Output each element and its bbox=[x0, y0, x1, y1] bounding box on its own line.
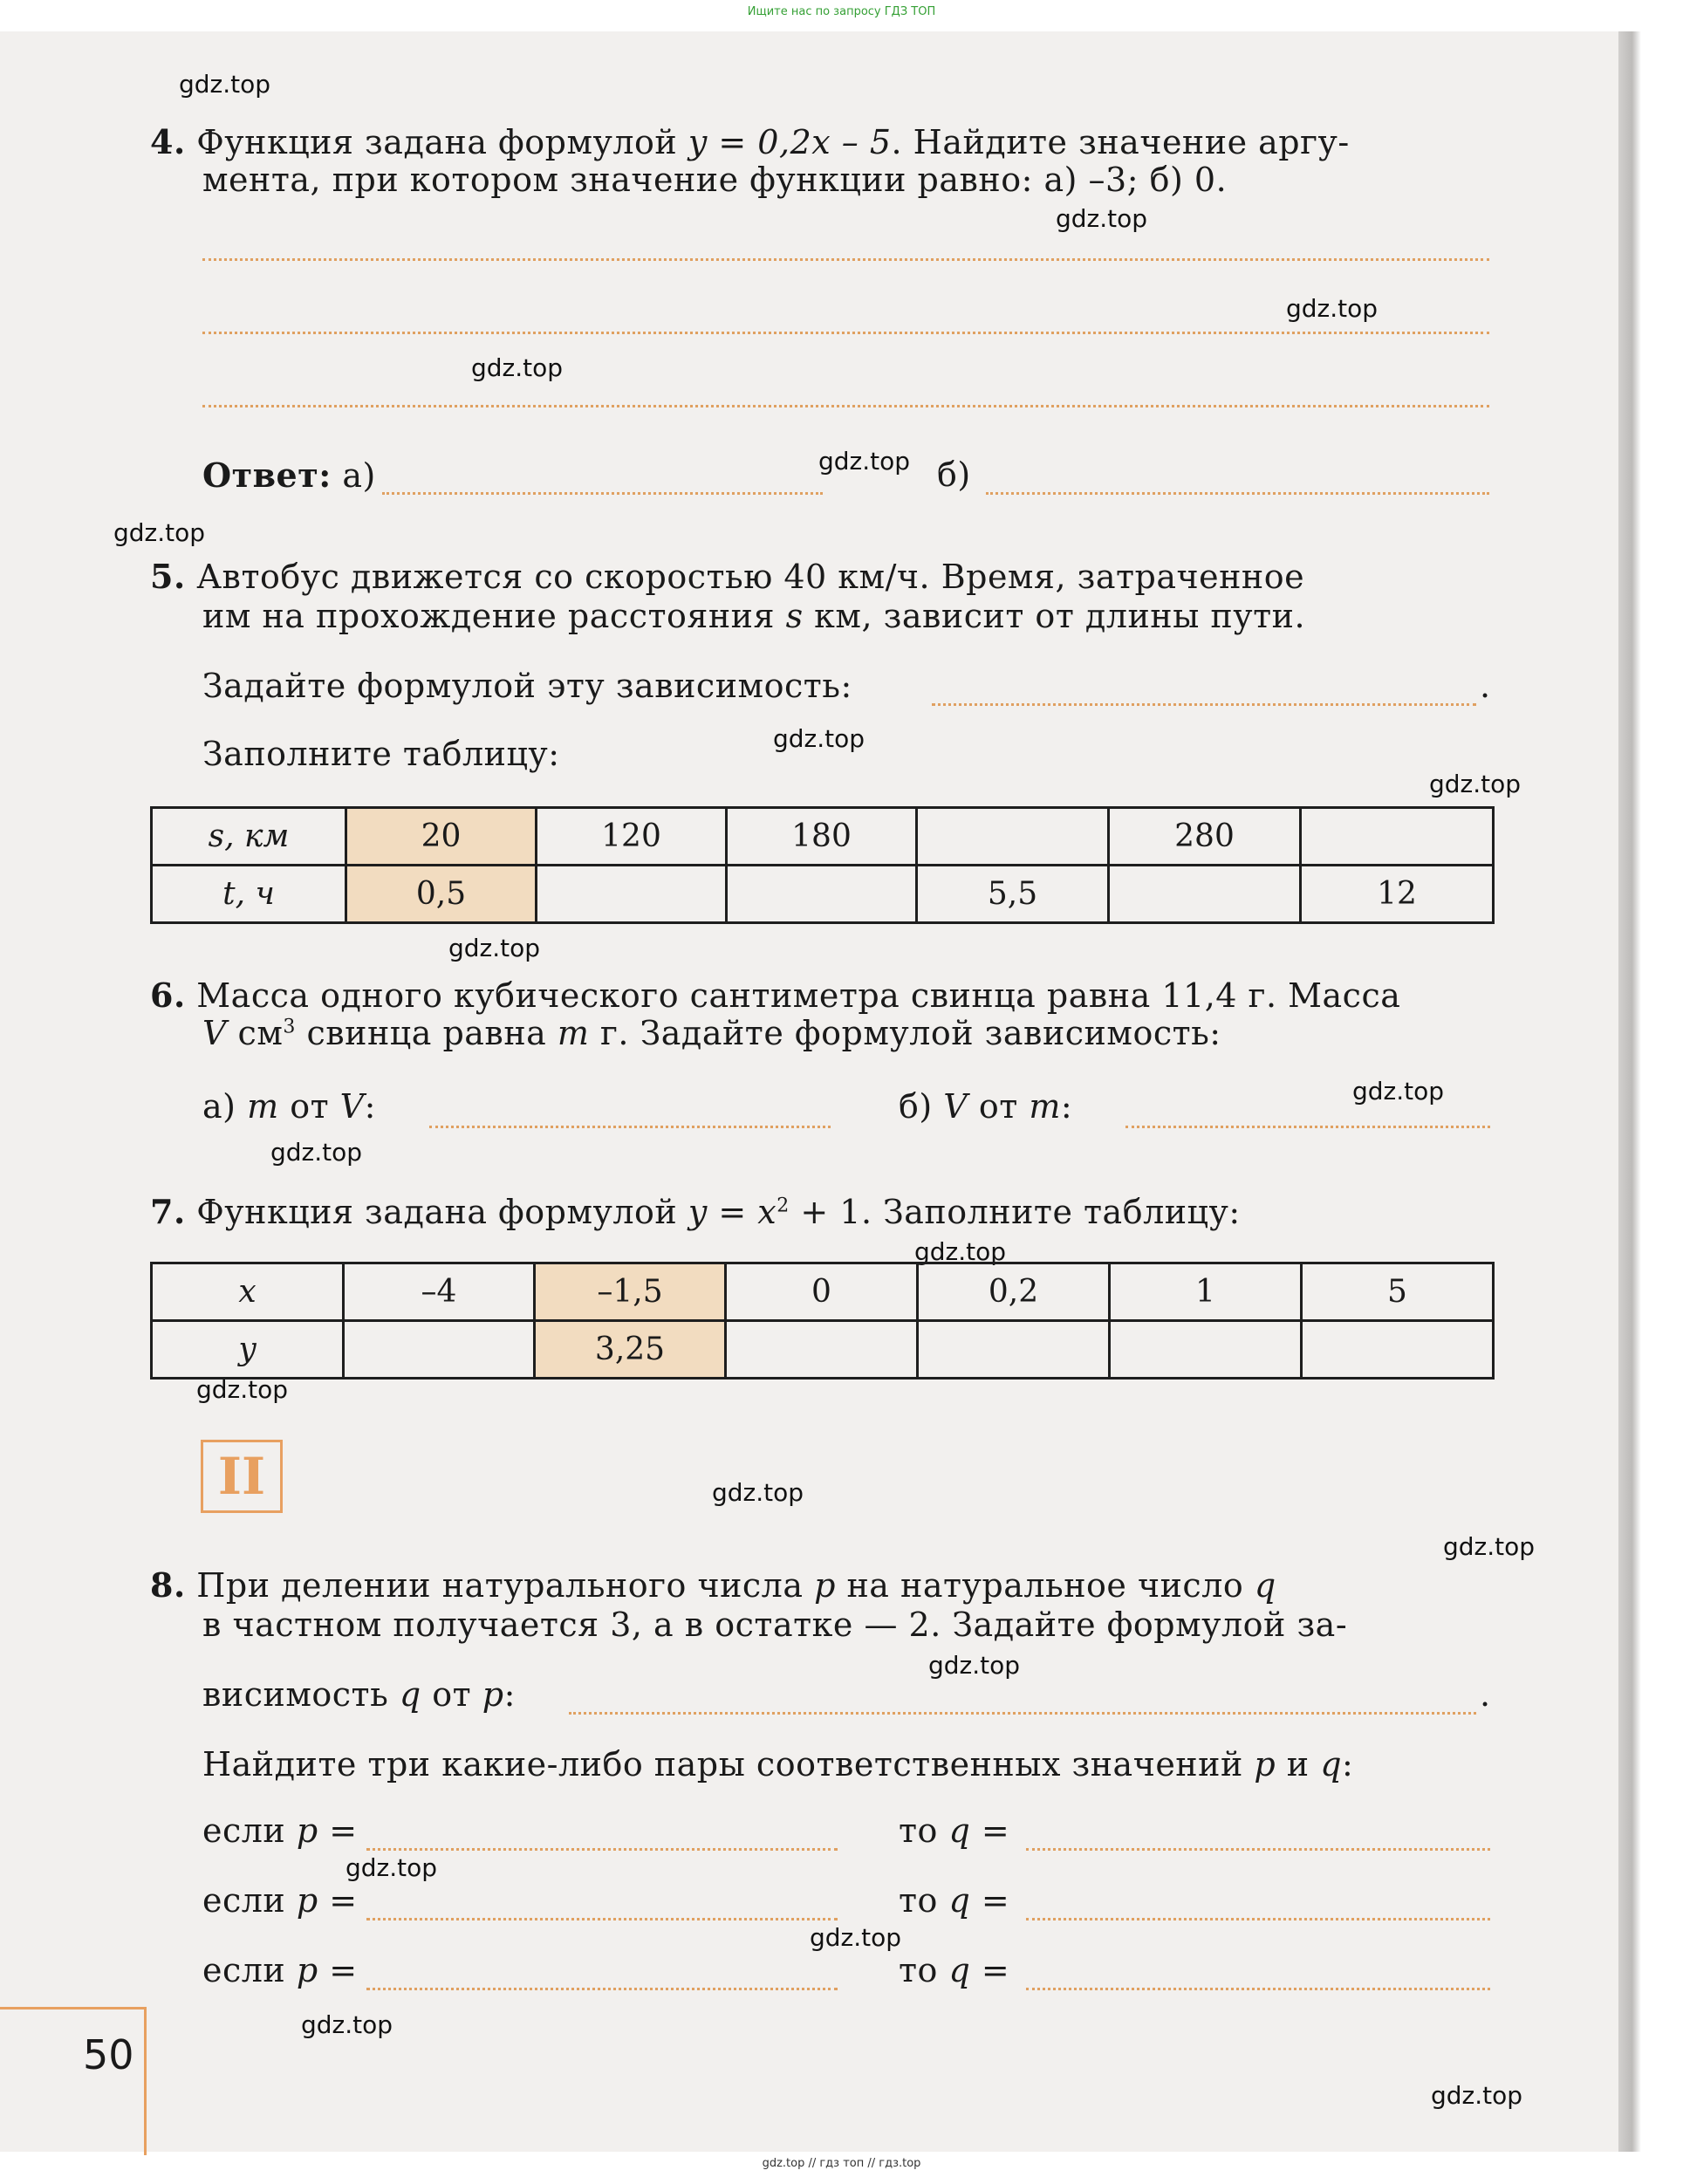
watermark: gdz.top bbox=[1431, 2081, 1523, 2110]
task-8-line-1: 8. При делении натурального числа p на натуральное число q bbox=[150, 1565, 1276, 1605]
task-5-line-4: Заполните таблицу: bbox=[202, 735, 560, 773]
task-number: 6. bbox=[150, 976, 186, 1015]
task-5-line-2: им на прохождение расстояния s км, зависит от длины пути. bbox=[202, 597, 1306, 635]
watermark: gdz.top bbox=[914, 1237, 1007, 1266]
watermark: gdz.top bbox=[270, 1138, 363, 1167]
pair-row-3-label: если p = bbox=[202, 1951, 358, 1989]
table-cell[interactable] bbox=[917, 808, 1109, 866]
task-number: 5. bbox=[150, 557, 186, 596]
table-cell: x bbox=[152, 1263, 344, 1321]
watermark: gdz.top bbox=[471, 353, 564, 382]
watermark: gdz.top bbox=[1056, 204, 1148, 233]
q-value-field[interactable] bbox=[1026, 1988, 1490, 1990]
table-cell: 0,2 bbox=[918, 1263, 1110, 1321]
table-cell[interactable]: 180 bbox=[727, 808, 917, 866]
task-5-table bbox=[150, 806, 1495, 924]
table-cell: 20 bbox=[346, 808, 537, 866]
table-cell[interactable] bbox=[537, 866, 727, 923]
table-cell: 0 bbox=[726, 1263, 918, 1321]
watermark: gdz.top bbox=[1352, 1077, 1445, 1106]
watermark: gdz.top bbox=[345, 1853, 438, 1882]
table-cell[interactable]: 120 bbox=[537, 808, 727, 866]
task-4-line-2: мента, при котором значение функции равно: а) –3; б) 0. bbox=[202, 161, 1228, 199]
pair-row-1-then: то q = bbox=[899, 1811, 1010, 1850]
formula: y = 0,2x – 5 bbox=[688, 123, 892, 161]
table-cell[interactable] bbox=[344, 1321, 535, 1379]
answer-line[interactable] bbox=[202, 405, 1489, 407]
bottom-banner: gdz.top // гдз топ // гдз.top bbox=[762, 2157, 921, 2170]
task-number: 7. bbox=[150, 1192, 186, 1231]
table-cell: 0,5 bbox=[346, 866, 537, 923]
answer-line[interactable] bbox=[202, 332, 1489, 334]
page-number: 50 bbox=[83, 2031, 134, 2078]
pair-row-3-then: то q = bbox=[899, 1951, 1010, 1989]
table-cell: s, км bbox=[152, 808, 346, 866]
page-number-box bbox=[0, 2007, 147, 2155]
page-edge-shadow bbox=[1618, 31, 1641, 2152]
q-value-field[interactable] bbox=[1026, 1918, 1490, 1920]
task-8-line-2: в частном получается 3, а в остатке — 2. Задайте формулой за- bbox=[202, 1605, 1348, 1644]
table-cell[interactable] bbox=[727, 866, 917, 923]
watermark: gdz.top bbox=[301, 2010, 393, 2039]
task-5-line-3: Задайте формулой эту зависимость: bbox=[202, 667, 852, 705]
answer-b-label: б) bbox=[937, 455, 971, 494]
table-cell[interactable]: 280 bbox=[1109, 808, 1301, 866]
answer-a-field[interactable] bbox=[382, 492, 823, 495]
table-cell: y bbox=[152, 1321, 344, 1379]
p-value-field[interactable] bbox=[366, 1848, 838, 1851]
table-cell: t, ч bbox=[152, 866, 346, 923]
table-row bbox=[152, 808, 1494, 866]
task-7-table bbox=[150, 1262, 1495, 1380]
part-a-field[interactable] bbox=[429, 1126, 831, 1128]
task-6-line-1: 6. Масса одного кубического сантиметра свинца равна 11,4 г. Масса bbox=[150, 976, 1401, 1015]
watermark: gdz.top bbox=[448, 934, 541, 962]
p-value-field[interactable] bbox=[366, 1988, 838, 1990]
p-value-field[interactable] bbox=[366, 1918, 838, 1920]
table-cell[interactable] bbox=[726, 1321, 918, 1379]
task-4-answer-row: Ответ: а) bbox=[202, 455, 376, 495]
watermark: gdz.top bbox=[928, 1651, 1021, 1680]
table-cell: 3,25 bbox=[535, 1321, 726, 1379]
pair-row-2-then: то q = bbox=[899, 1881, 1010, 1920]
part-b-field[interactable] bbox=[1125, 1126, 1490, 1128]
task-7-line-1: 7. Функция задана формулой $y = x^2 + 1$. Заполните таблицу: bbox=[150, 1192, 1241, 1231]
watermark: gdz.top bbox=[1429, 770, 1522, 798]
formula-field[interactable] bbox=[569, 1712, 1476, 1715]
watermark: gdz.top bbox=[1443, 1532, 1536, 1561]
task-4-line-1: 4. Функция задана формулой y = 0,2x – 5. Найдите значение аргу- bbox=[150, 122, 1350, 161]
task-number: 4. bbox=[150, 122, 186, 161]
section-marker: II bbox=[201, 1440, 283, 1513]
watermark: gdz.top bbox=[810, 1923, 902, 1952]
formula: y = x bbox=[688, 1193, 777, 1231]
task-5-line-1: 5. Автобус движется со скоростью 40 км/ч. Время, затраченное bbox=[150, 557, 1305, 596]
table-cell: 1 bbox=[1110, 1263, 1302, 1321]
watermark: gdz.top bbox=[113, 518, 206, 547]
task-6-line-2: V $см^3$ свинца равна m г. Задайте формулой зависимость: bbox=[202, 1014, 1221, 1052]
table-cell[interactable] bbox=[1110, 1321, 1302, 1379]
table-row bbox=[152, 866, 1494, 923]
watermark: gdz.top bbox=[818, 447, 911, 476]
watermark: gdz.top bbox=[196, 1375, 289, 1404]
table-cell[interactable]: 12 bbox=[1301, 866, 1494, 923]
table-cell: 5 bbox=[1302, 1263, 1494, 1321]
pair-row-2-label: если p = bbox=[202, 1881, 358, 1920]
table-cell[interactable] bbox=[1301, 808, 1494, 866]
watermark: gdz.top bbox=[773, 724, 865, 753]
formula-field[interactable] bbox=[932, 703, 1476, 706]
table-cell[interactable]: 5,5 bbox=[917, 866, 1109, 923]
table-cell[interactable] bbox=[1109, 866, 1301, 923]
pair-row-1-label: если p = bbox=[202, 1811, 358, 1850]
table-row bbox=[152, 1321, 1494, 1379]
watermark: gdz.top bbox=[1286, 294, 1379, 323]
answer-b-field[interactable] bbox=[986, 492, 1489, 495]
answer-line[interactable] bbox=[202, 258, 1489, 261]
task-number: 8. bbox=[150, 1565, 186, 1605]
table-cell[interactable] bbox=[918, 1321, 1110, 1379]
task-6-part-a: а) m от V: bbox=[202, 1087, 376, 1126]
top-banner: Ищите нас по запросу ГДЗ ТОП bbox=[747, 5, 936, 18]
watermark: gdz.top bbox=[712, 1478, 804, 1507]
task-8-line-4: Найдите три какие-либо пары соответственных значений p и q: bbox=[202, 1745, 1354, 1783]
task-6-part-b: б) V от m: bbox=[899, 1087, 1073, 1126]
table-cell: –1,5 bbox=[535, 1263, 726, 1321]
table-cell: –4 bbox=[344, 1263, 535, 1321]
table-cell[interactable] bbox=[1302, 1321, 1494, 1379]
answer-label: Ответ: bbox=[202, 455, 332, 495]
task-8-line-3: висимость q от p: bbox=[202, 1675, 516, 1714]
q-value-field[interactable] bbox=[1026, 1848, 1490, 1851]
watermark: gdz.top bbox=[179, 70, 271, 99]
table-row bbox=[152, 1263, 1494, 1321]
